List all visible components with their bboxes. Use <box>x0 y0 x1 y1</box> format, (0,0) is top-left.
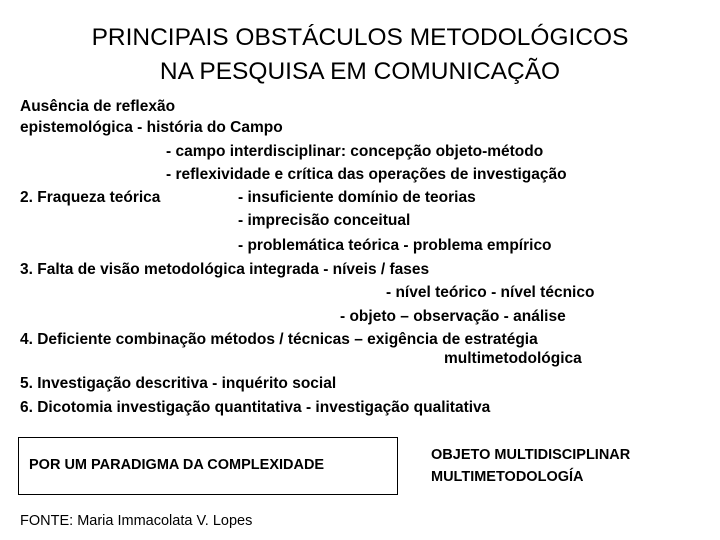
list-item: - imprecisão conceitual <box>238 212 411 229</box>
list-item: - nível teórico - nível técnico <box>386 284 595 301</box>
title-line-2: NA PESQUISA EM COMUNICAÇÃO <box>159 58 561 85</box>
paradigm-box <box>18 437 398 495</box>
list-item: - problemática teórica - problema empírico <box>238 237 552 254</box>
list-item: 3. Falta de visão metodológica integrada - níveis / fases <box>20 261 430 278</box>
side-note-line-1: OBJETO MULTIDISCIPLINAR <box>431 447 631 463</box>
list-item: 2. Fraqueza teórica <box>20 189 161 206</box>
list-item: - objeto – observação - análise <box>340 308 566 325</box>
list-item: 4. Deficiente combinação métodos / técnicas – exigência de estratégia <box>20 331 538 348</box>
list-item: - reflexividade e crítica das operações de investigação <box>166 166 567 183</box>
side-note-line-2: MULTIMETODOLOGÍA <box>431 469 584 485</box>
list-item: 6. Dicotomia investigação quantitativa - investigação qualitativa <box>20 399 491 416</box>
source-credit: FONTE: Maria Immacolata V. Lopes <box>20 513 253 529</box>
title-line-1: PRINCIPAIS OBSTÁCULOS METODOLÓGICOS <box>91 24 629 51</box>
list-item: 5. Investigação descritiva - inquérito social <box>20 375 337 392</box>
list-item: - insuficiente domínio de teorias <box>238 189 476 206</box>
list-item: - campo interdisciplinar: concepção objeto-método <box>166 143 544 160</box>
list-item: Ausência de reflexão <box>20 98 176 115</box>
list-item: epistemológica - história do Campo <box>20 119 283 136</box>
list-item: multimetodológica <box>444 350 582 367</box>
paradigm-label: POR UM PARADIGMA DA COMPLEXIDADE <box>29 457 325 473</box>
